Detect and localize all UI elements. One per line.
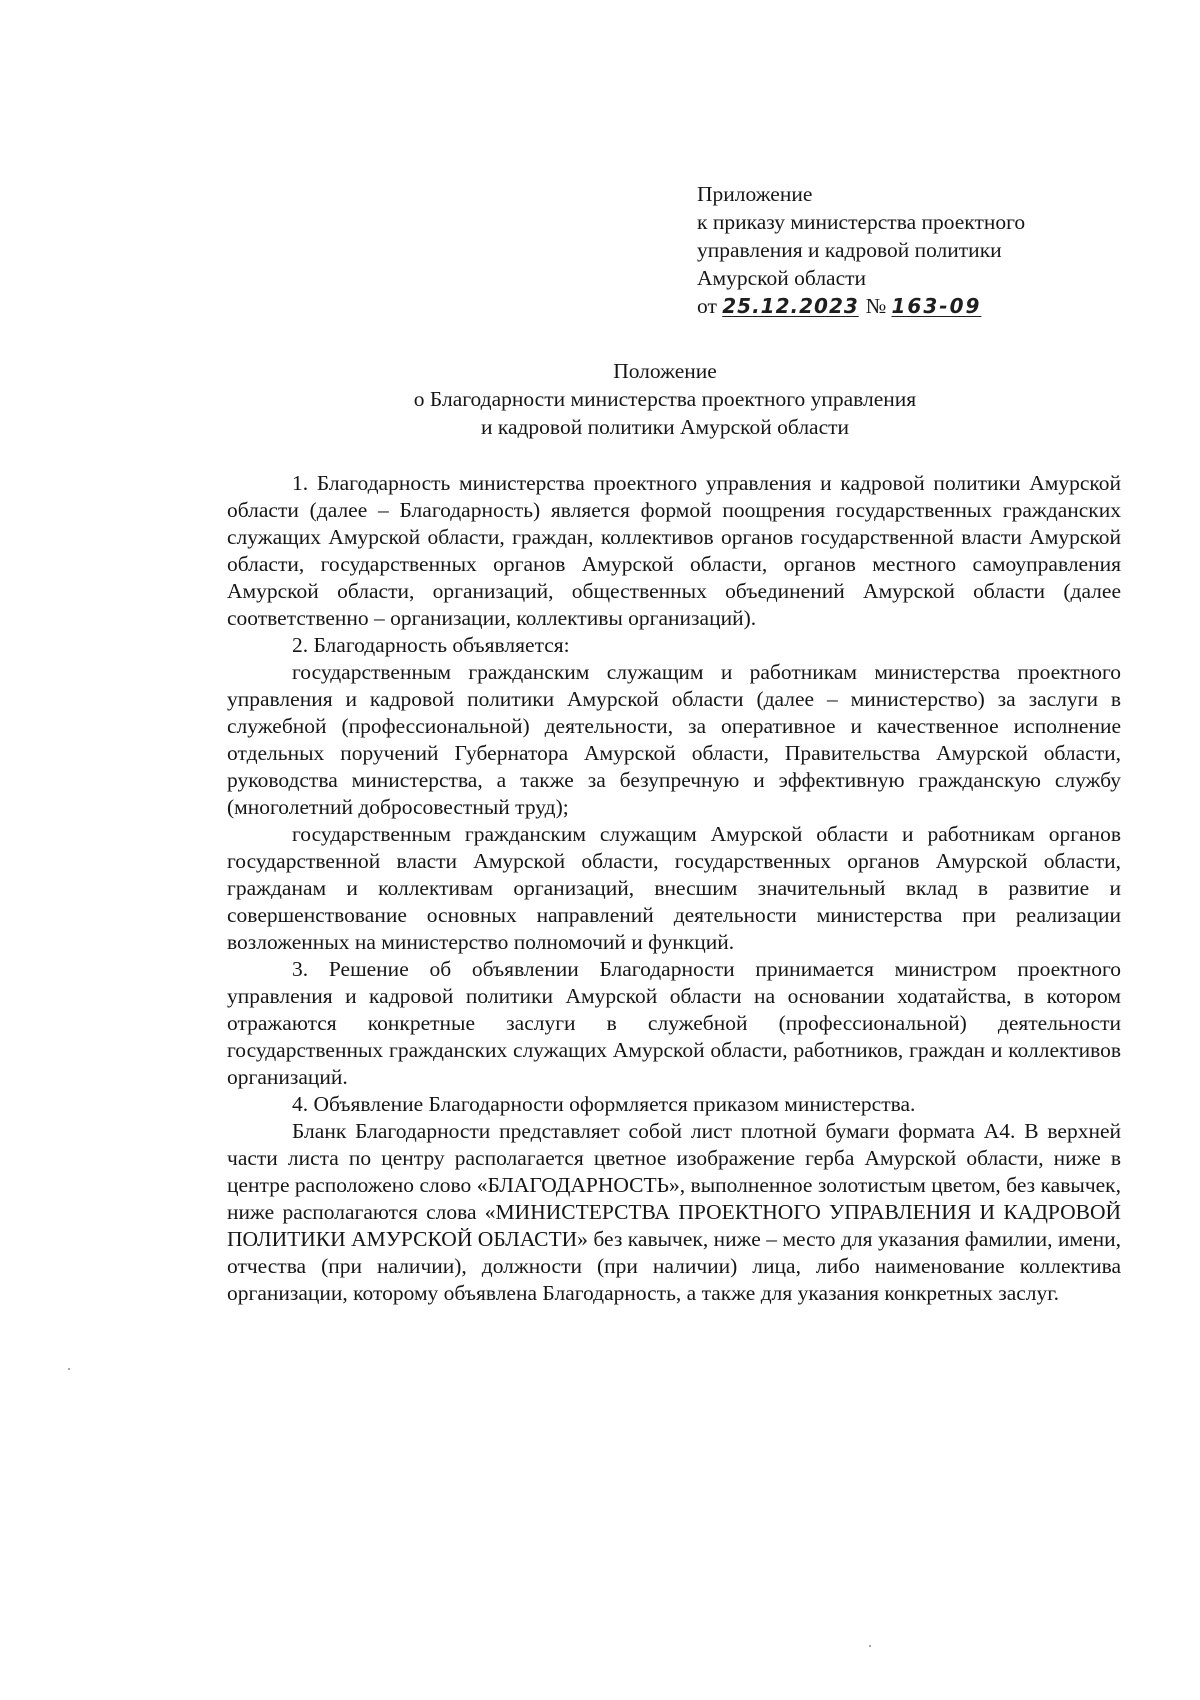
title-line-3: и кадровой политики Амурской области (480, 415, 850, 439)
title-line-2: о Благодарности министерства проектного управления (413, 387, 917, 411)
paragraph-3: государственным гражданским служащим и работникам министерства проектного управления и кадровой политики Амурской области (далее – министерство) за заслуги в служебной (профессиональной) деятельности, за оперативное и качественное исполнение отдельных поручений Губернатора Амурской области, Правительства Амурской области, руководства министерства, а также за безупречную и эффективную гражданскую службу (многолетний добросовестный труд); (227, 660, 1121, 819)
document-title (220, 357, 1110, 441)
date-prefix: от (697, 294, 717, 318)
handwritten-date: 25.12.2023 (722, 294, 859, 318)
scan-speck (68, 1368, 70, 1370)
paragraph-6: 4. Объявление Благодарности оформляется приказом министерства. (292, 1092, 916, 1116)
number-prefix: № (865, 294, 887, 318)
appendix-line-4: Амурской области (697, 266, 867, 290)
title-line-1: Положение (613, 359, 717, 383)
paragraph-1: 1. Благодарность министерства проектного управления и кадровой политики Амурской области (далее – Благодарность) является формой поощрения государственных гражданских служащих Амурской области, граждан, коллективов органов государственной власти Амурской области, государственных органов Амурской области, органов местного самоуправления Амурской области, организаций, общественных объединений Амурской области (далее соответственно – организации, коллективы организаций). (227, 471, 1121, 630)
paragraph-2: 2. Благодарность объявляется: (292, 633, 570, 657)
appendix-line-3: управления и кадровой политики (697, 238, 1002, 262)
appendix-line-2: к приказу министерства проектного (697, 210, 1026, 234)
appendix-title: Приложение (697, 182, 813, 206)
paragraph-5: 3. Решение об объявлении Благодарности принимается министром проектного управления и кадровой политики Амурской области на основании ходатайства, в котором отражаются конкретные заслуги в служебной (профессиональной) деятельности государственных гражданских служащих Амурской области, работников, граждан и коллективов организаций. (227, 957, 1121, 1089)
paragraph-4: государственным гражданским служащим Амурской области и работникам органов государственной власти Амурской области, государственных органов Амурской области, гражданам и коллективам организаций, внесшим значительный вклад в развитие и совершенствование основных направлений деятельности министерства при реализации возложенных на министерство полномочий и функций. (227, 822, 1121, 954)
document-body (227, 470, 1121, 1307)
paragraph-7: Бланк Благодарности представляет собой лист плотной бумаги формата А4. В верхней части листа по центру располагается цветное изображение герба Амурской области, ниже в центре расположено слово «БЛАГОДАРНОСТЬ», выполненное золотистым цветом, без кавычек, ниже располагаются слова «МИНИСТЕРСТВА ПРОЕКТНОГО УПРАВЛЕНИЯ И КАДРОВОЙ ПОЛИТИКИ АМУРСКОЙ ОБЛАСТИ» без кавычек, ниже – место для указания фамилии, имени, отчества (при наличии), должности (при наличии) лица, либо наименование коллектива организации, которому объявлена Благодарность, а также для указания конкретных заслуг. (227, 1119, 1121, 1305)
appendix-date-number-line (697, 292, 1167, 320)
handwritten-number: 163-09 (891, 294, 982, 318)
scan-speck (869, 1645, 871, 1647)
appendix-header (697, 180, 1167, 320)
